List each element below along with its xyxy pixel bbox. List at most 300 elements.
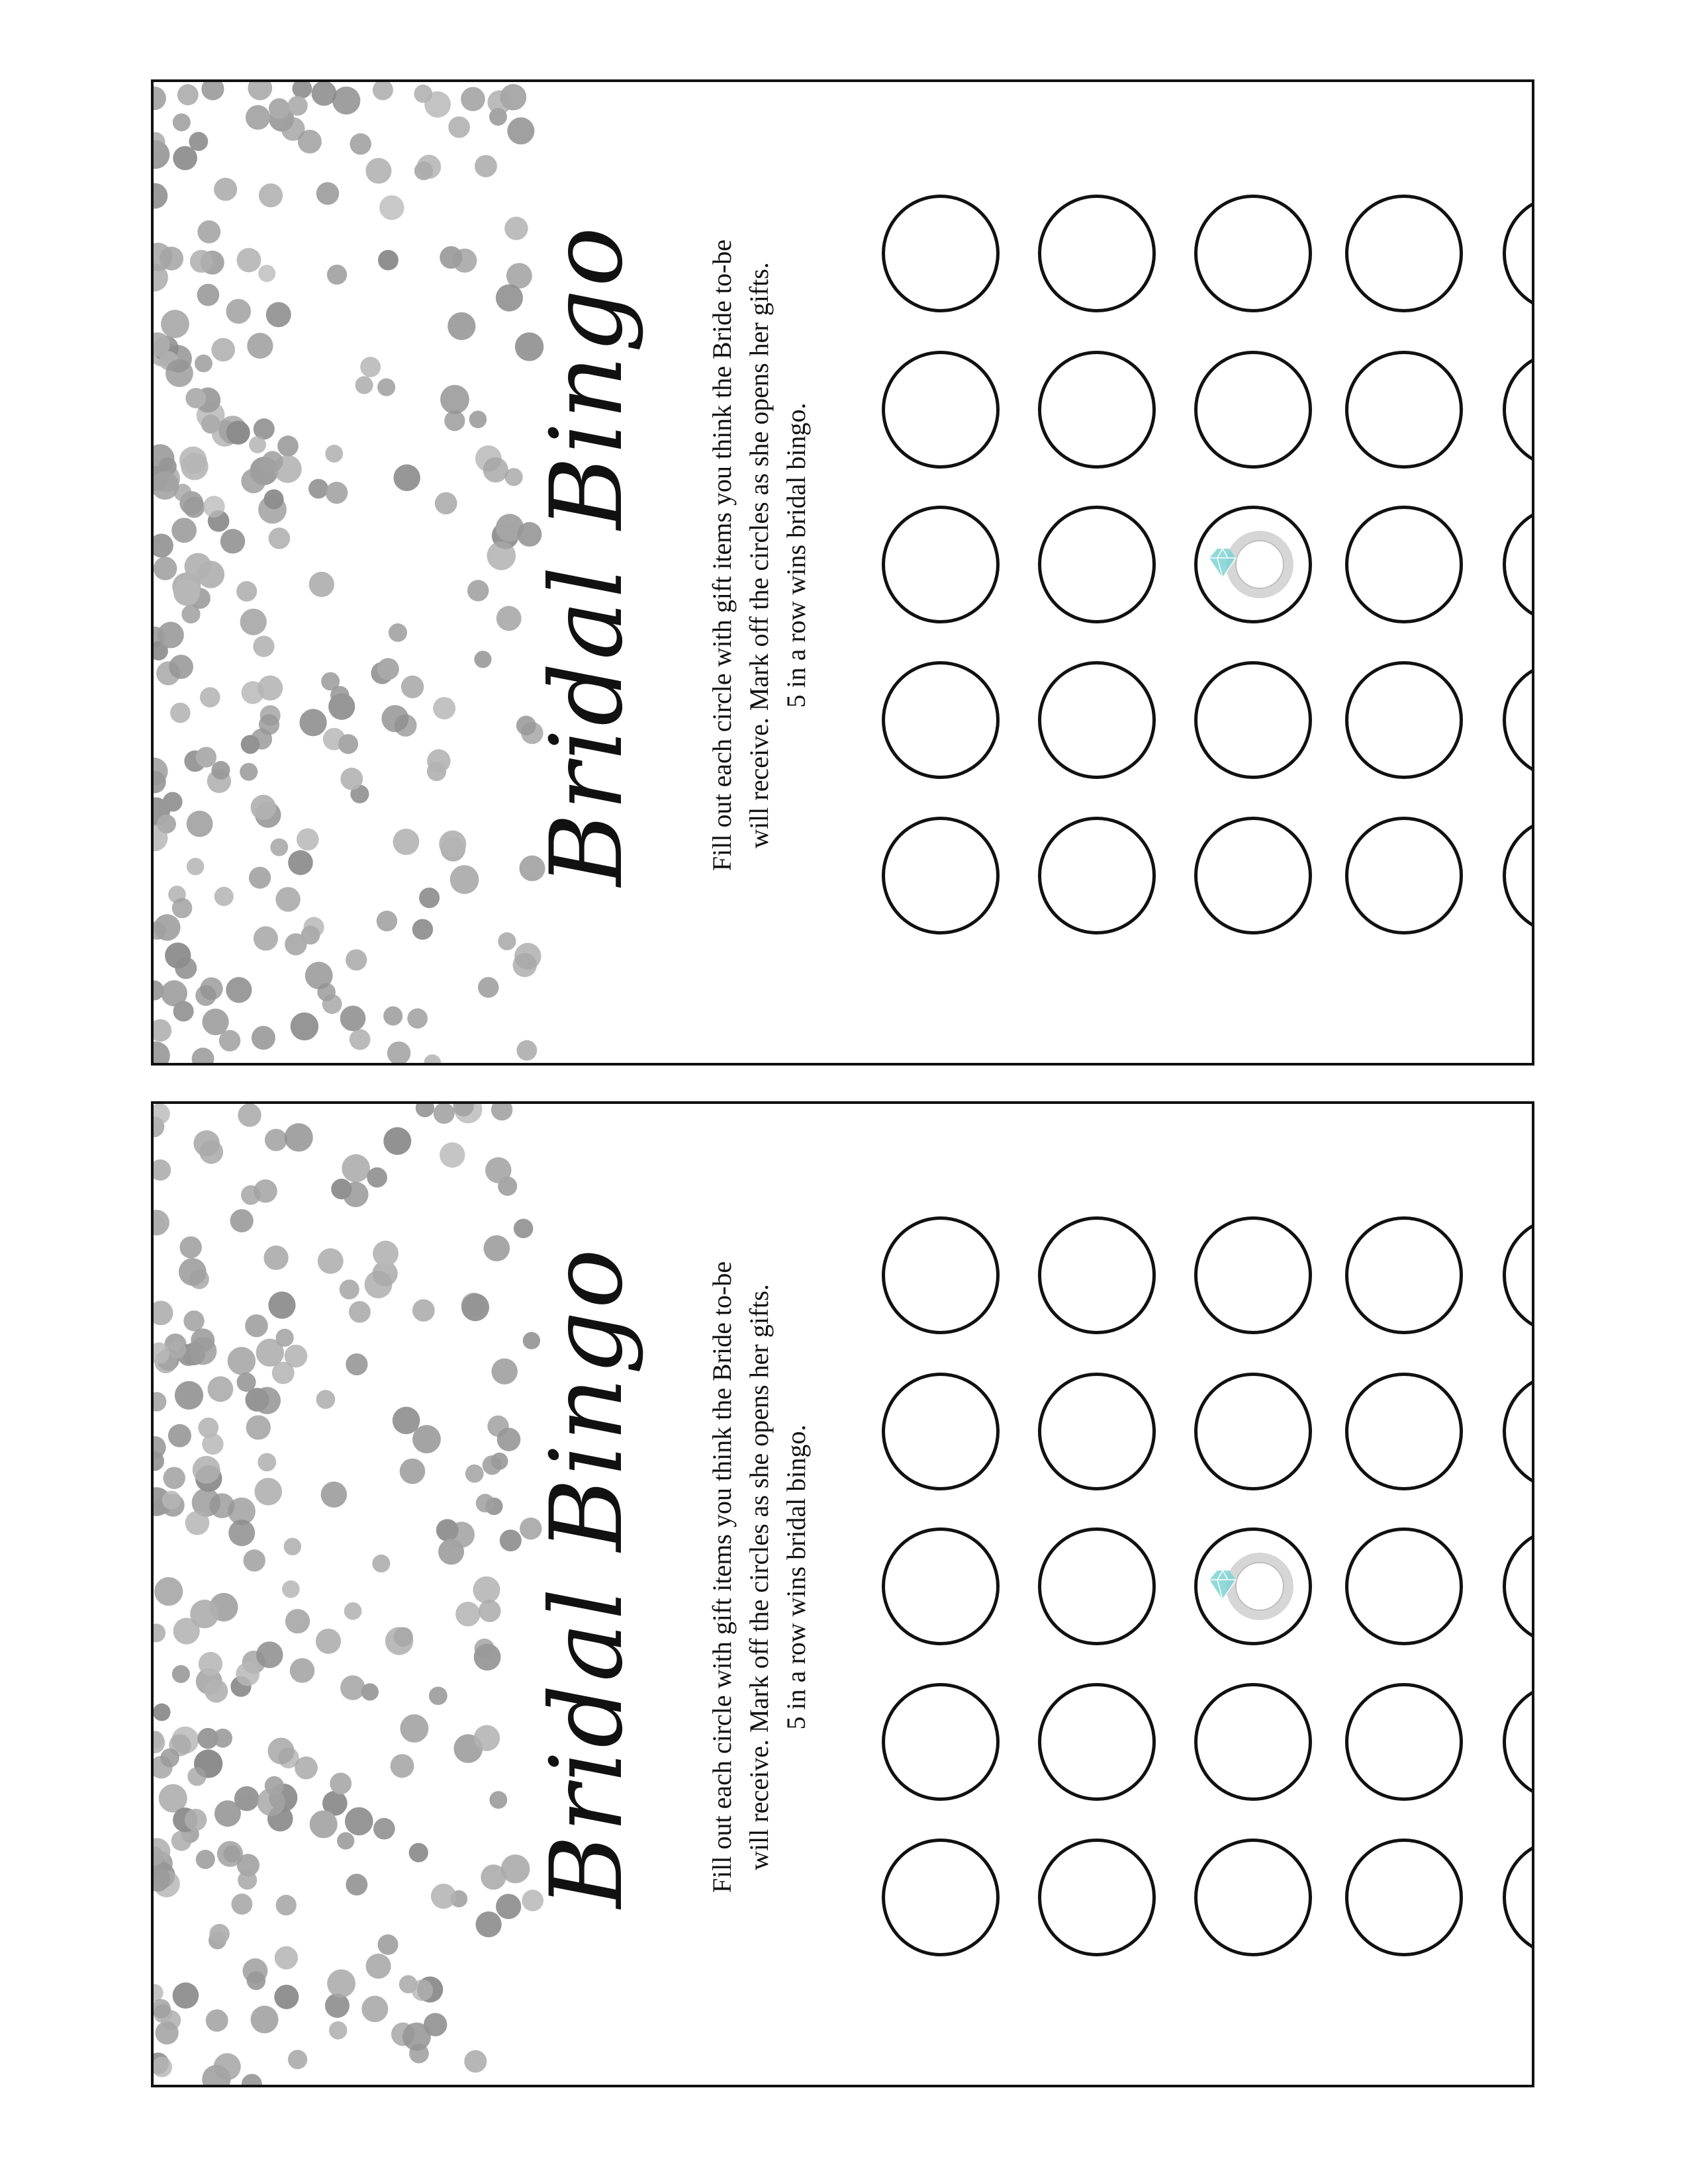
confetti-dot bbox=[230, 1209, 254, 1232]
confetti-dot bbox=[243, 1549, 265, 1571]
confetti-dot bbox=[189, 1338, 217, 1365]
instructions bbox=[693, 208, 825, 903]
confetti-dot bbox=[433, 697, 455, 719]
confetti-dot bbox=[298, 130, 322, 154]
confetti-dot bbox=[295, 1756, 318, 1780]
confetti-dot bbox=[275, 1329, 293, 1347]
confetti-dot bbox=[170, 703, 191, 723]
bingo-cell[interactable] bbox=[1345, 817, 1463, 934]
confetti-dot bbox=[181, 605, 200, 623]
confetti-dot bbox=[475, 1639, 494, 1659]
confetti-dot bbox=[187, 1767, 206, 1786]
instruction-line: will receive. Mark off the circles as she opens her gifts. bbox=[744, 262, 774, 848]
confetti-dot bbox=[211, 338, 235, 362]
confetti-dot bbox=[154, 1160, 171, 1181]
confetti-dot bbox=[431, 1884, 456, 1909]
confetti-dot bbox=[346, 949, 367, 970]
confetti-dot bbox=[301, 926, 320, 945]
confetti-dot bbox=[265, 1129, 287, 1152]
bingo-cell[interactable] bbox=[1194, 195, 1312, 312]
confetti-dot bbox=[391, 1754, 414, 1778]
confetti-dot bbox=[202, 1009, 228, 1035]
confetti-dot bbox=[275, 1946, 298, 1970]
confetti-dot bbox=[226, 421, 250, 445]
confetti-dot bbox=[417, 155, 441, 179]
confetti-dot bbox=[340, 1675, 365, 1700]
confetti-dot bbox=[467, 580, 489, 601]
confetti-dot bbox=[154, 87, 166, 111]
confetti-dot bbox=[496, 606, 522, 631]
bingo-cell[interactable] bbox=[882, 195, 1000, 312]
confetti-dot bbox=[275, 887, 300, 911]
confetti-dot bbox=[481, 1864, 506, 1889]
confetti-dot bbox=[259, 183, 283, 207]
bingo-cell[interactable] bbox=[1038, 195, 1156, 312]
confetti-dot bbox=[326, 482, 348, 504]
confetti-dot bbox=[254, 1387, 281, 1414]
confetti-dot bbox=[401, 676, 424, 698]
bingo-cell[interactable] bbox=[882, 661, 1000, 779]
confetti-dot bbox=[162, 1490, 181, 1510]
confetti-dot bbox=[474, 651, 491, 668]
confetti-dot bbox=[200, 687, 220, 707]
confetti-dot bbox=[448, 116, 470, 138]
confetti-dot bbox=[173, 1001, 194, 1022]
bingo-cell[interactable] bbox=[882, 506, 1000, 623]
confetti-dot bbox=[342, 1154, 370, 1183]
bingo-cell[interactable] bbox=[1345, 1216, 1463, 1334]
confetti-dot bbox=[383, 1007, 402, 1026]
confetti-dot bbox=[276, 1895, 297, 1915]
confetti-dot bbox=[385, 1627, 413, 1655]
confetti-dot bbox=[247, 1972, 265, 1990]
confetti-dot bbox=[500, 1529, 522, 1551]
confetti-dot bbox=[187, 811, 213, 837]
confetti-dot bbox=[400, 1459, 426, 1484]
confetti-dot bbox=[455, 1602, 480, 1626]
confetti-dot bbox=[269, 527, 291, 549]
bingo-cell[interactable] bbox=[1503, 351, 1534, 469]
confetti-dot bbox=[310, 1810, 338, 1838]
confetti-dot bbox=[171, 518, 197, 543]
confetti-dot bbox=[327, 265, 347, 285]
confetti-dot bbox=[247, 333, 273, 359]
confetti-dot bbox=[228, 1520, 255, 1546]
bingo-cell[interactable] bbox=[1503, 817, 1534, 934]
confetti-dot bbox=[325, 445, 343, 463]
confetti-dot bbox=[474, 1725, 500, 1751]
confetti-dot bbox=[226, 299, 251, 324]
confetti-dot bbox=[195, 355, 212, 373]
confetti-dot bbox=[177, 84, 199, 105]
confetti-dot bbox=[504, 468, 522, 486]
bingo-cell[interactable] bbox=[1345, 351, 1463, 469]
bingo-cell[interactable] bbox=[1503, 1373, 1534, 1490]
confetti-dot bbox=[389, 623, 407, 642]
confetti-dot bbox=[197, 284, 220, 306]
confetti-dot bbox=[272, 1361, 295, 1384]
confetti-dot bbox=[328, 694, 355, 720]
confetti-dot bbox=[242, 2074, 262, 2085]
confetti-dot bbox=[173, 579, 200, 606]
confetti-dot bbox=[173, 113, 191, 131]
bingo-cell[interactable] bbox=[1194, 1373, 1312, 1490]
bingo-cell[interactable] bbox=[1038, 661, 1156, 779]
confetti-dot bbox=[213, 1729, 232, 1748]
confetti-dot bbox=[269, 98, 289, 118]
confetti-dot bbox=[258, 1453, 276, 1471]
confetti-dot bbox=[400, 1714, 428, 1743]
confetti-dot bbox=[254, 1478, 282, 1506]
bingo-free-cell[interactable] bbox=[1194, 506, 1312, 623]
confetti-dot bbox=[350, 133, 371, 154]
confetti-dot bbox=[365, 158, 391, 184]
confetti-dot bbox=[429, 1686, 447, 1705]
confetti-dot bbox=[393, 829, 420, 855]
confetti-dot bbox=[377, 1934, 398, 1955]
confetti-dot bbox=[245, 1314, 268, 1338]
confetti-dot bbox=[402, 2023, 431, 2051]
confetti-dot bbox=[316, 182, 339, 205]
confetti-dot bbox=[316, 1629, 341, 1654]
confetti-dot bbox=[373, 1818, 395, 1840]
confetti-dot bbox=[185, 1511, 210, 1535]
confetti-dot bbox=[316, 1390, 336, 1409]
confetti-dot bbox=[349, 1301, 371, 1323]
card-title: Bridal Bingo bbox=[530, 1246, 645, 1909]
confetti-dot bbox=[254, 927, 278, 951]
bingo-grid bbox=[882, 1216, 1534, 1971]
confetti-dot bbox=[507, 117, 534, 144]
bingo-cell[interactable] bbox=[882, 817, 1000, 934]
confetti-dot bbox=[485, 1157, 511, 1183]
bingo-cell[interactable] bbox=[1194, 1683, 1312, 1801]
confetti-dot bbox=[246, 1415, 271, 1439]
card-title-wrap bbox=[530, 224, 645, 887]
confetti-dot bbox=[290, 1658, 314, 1682]
confetti-dot bbox=[241, 469, 265, 493]
confetti-dot bbox=[327, 1970, 355, 1998]
confetti-dot bbox=[154, 1623, 165, 1642]
confetti-dot bbox=[154, 1019, 171, 1042]
bingo-cell[interactable] bbox=[1038, 506, 1156, 623]
confetti-dot bbox=[346, 1874, 367, 1895]
confetti-dot bbox=[461, 87, 485, 111]
bingo-cell[interactable] bbox=[1503, 506, 1534, 623]
confetti-dot bbox=[161, 310, 189, 338]
confetti-dot bbox=[154, 557, 177, 580]
confetti-dot bbox=[197, 220, 220, 244]
confetti-dot bbox=[198, 1418, 218, 1438]
confetti-dot bbox=[291, 1013, 318, 1040]
bingo-cell[interactable] bbox=[1503, 1683, 1534, 1801]
confetti-dot bbox=[154, 914, 180, 940]
bingo-cell[interactable] bbox=[1038, 1839, 1156, 1956]
confetti-dot bbox=[345, 1807, 373, 1836]
confetti-dot bbox=[240, 609, 267, 635]
confetti-dot bbox=[266, 302, 291, 327]
confetti-dot bbox=[226, 977, 252, 1003]
bingo-cell[interactable] bbox=[1038, 817, 1156, 934]
confetti-dot bbox=[439, 831, 466, 858]
confetti-dot bbox=[377, 658, 399, 680]
bingo-cell[interactable] bbox=[1503, 1839, 1534, 1956]
confetti-dot bbox=[504, 216, 528, 240]
confetti-dot bbox=[346, 1353, 367, 1375]
confetti-dot bbox=[412, 919, 433, 940]
bingo-cell[interactable] bbox=[1194, 1839, 1312, 1956]
bingo-cell[interactable] bbox=[882, 351, 1000, 469]
confetti-dot bbox=[409, 1843, 428, 1862]
confetti-dot bbox=[165, 359, 193, 387]
confetti-dot bbox=[337, 1832, 354, 1849]
confetti-dot bbox=[440, 1142, 465, 1167]
confetti-dot bbox=[476, 1911, 502, 1937]
confetti-dot bbox=[329, 2021, 347, 2039]
confetti-dot bbox=[154, 1300, 173, 1325]
confetti-dot bbox=[173, 1982, 199, 2009]
confetti-dot bbox=[514, 1218, 533, 1238]
confetti-dot bbox=[154, 2057, 172, 2077]
bingo-cell[interactable] bbox=[882, 1373, 1000, 1490]
bingo-cell[interactable] bbox=[1194, 1216, 1312, 1334]
card-title-wrap bbox=[530, 1246, 645, 1909]
confetti-dot bbox=[165, 942, 191, 968]
bingo-cell[interactable] bbox=[1345, 1683, 1463, 1801]
confetti-dot bbox=[393, 1407, 420, 1435]
confetti-dot bbox=[196, 1850, 215, 1869]
confetti-dot bbox=[373, 1241, 399, 1267]
diamond-ring-icon bbox=[1197, 1531, 1309, 1642]
bingo-free-cell[interactable] bbox=[1194, 1527, 1312, 1645]
confetti-dot bbox=[483, 1235, 510, 1261]
bingo-cell[interactable] bbox=[1345, 506, 1463, 623]
confetti-dot bbox=[237, 1794, 254, 1811]
bingo-cell[interactable] bbox=[882, 1527, 1000, 1645]
confetti-dot bbox=[355, 376, 373, 394]
confetti-dot bbox=[183, 1310, 204, 1331]
confetti-dot bbox=[478, 977, 498, 997]
confetti-dot bbox=[195, 985, 216, 1006]
confetti-dot bbox=[277, 435, 299, 457]
confetti-dot bbox=[330, 1773, 352, 1795]
diamond-ring-icon bbox=[1197, 509, 1309, 620]
confetti-dot bbox=[367, 1167, 387, 1188]
bingo-cell[interactable] bbox=[1038, 1527, 1156, 1645]
card-title: Bridal Bingo bbox=[530, 224, 645, 887]
confetti-dot bbox=[469, 411, 487, 428]
confetti-dot bbox=[179, 447, 207, 474]
bingo-cell[interactable] bbox=[882, 1216, 1000, 1334]
confetti-dot bbox=[447, 312, 475, 340]
confetti-dot bbox=[190, 250, 213, 273]
confetti-dot bbox=[171, 1831, 192, 1851]
confetti-dot bbox=[154, 1577, 183, 1606]
confetti-dot bbox=[248, 82, 272, 101]
confetti-dot bbox=[496, 284, 523, 311]
confetti-dot bbox=[416, 1104, 434, 1117]
confetti-dot bbox=[274, 1985, 299, 2009]
confetti-dot bbox=[394, 465, 420, 491]
confetti-dot bbox=[251, 2006, 279, 2034]
confetti-dot bbox=[288, 850, 313, 876]
confetti-dot bbox=[154, 1704, 171, 1721]
confetti-dot bbox=[491, 1359, 517, 1385]
confetti-dot bbox=[270, 839, 288, 856]
confetti-dot bbox=[487, 541, 516, 570]
confetti-dot bbox=[203, 496, 225, 518]
confetti-dot bbox=[434, 1104, 455, 1124]
confetti-dot bbox=[154, 1984, 164, 2001]
confetti-dot bbox=[340, 768, 363, 790]
confetti-dot bbox=[414, 85, 432, 103]
confetti-dot bbox=[201, 414, 220, 433]
bingo-cell[interactable] bbox=[1038, 1216, 1156, 1334]
bingo-cell[interactable] bbox=[1038, 1683, 1156, 1801]
confetti-dot bbox=[214, 178, 237, 201]
confetti-dot bbox=[154, 183, 167, 209]
confetti-dot bbox=[160, 1749, 179, 1767]
confetti-dot bbox=[185, 553, 212, 580]
confetti-dot bbox=[242, 681, 265, 704]
confetti-dot bbox=[419, 887, 440, 908]
confetti-dot bbox=[251, 795, 276, 820]
confetti-dot bbox=[190, 1600, 218, 1628]
bingo-cell[interactable] bbox=[1503, 1527, 1534, 1645]
confetti-dot bbox=[220, 529, 245, 553]
confetti-dot bbox=[154, 1392, 166, 1411]
confetti-dot bbox=[450, 865, 479, 894]
confetti-dot bbox=[253, 636, 274, 657]
confetti-dot bbox=[516, 1040, 537, 1061]
confetti-dot bbox=[318, 1248, 344, 1274]
bingo-cell[interactable] bbox=[1038, 351, 1156, 469]
confetti-dot bbox=[199, 1652, 222, 1676]
confetti-dot bbox=[158, 621, 184, 648]
confetti-dot bbox=[377, 379, 395, 396]
confetti-dot bbox=[461, 1293, 489, 1321]
confetti-dot bbox=[483, 1455, 502, 1475]
confetti-dot bbox=[377, 911, 397, 931]
confetti-dot bbox=[169, 655, 193, 679]
confetti-dot bbox=[465, 1465, 484, 1483]
confetti-dot bbox=[412, 1299, 435, 1322]
confetti-dot bbox=[259, 714, 279, 735]
bingo-cell[interactable] bbox=[1345, 1839, 1463, 1956]
confetti-dot bbox=[207, 1376, 233, 1402]
bingo-cell[interactable] bbox=[1503, 661, 1534, 779]
instruction-line: 5 in a row wins bridal bingo. bbox=[781, 402, 811, 708]
confetti-dot bbox=[205, 1680, 228, 1703]
confetti-dot bbox=[206, 2009, 228, 2032]
confetti-dot bbox=[350, 1029, 371, 1050]
confetti-dot bbox=[201, 82, 224, 101]
confetti-dot bbox=[236, 581, 257, 602]
confetti-dot bbox=[489, 108, 507, 126]
confetti-dot bbox=[424, 1054, 441, 1063]
confetti-dot bbox=[379, 195, 404, 220]
confetti-dot bbox=[491, 1104, 512, 1120]
confetti-dot bbox=[378, 250, 399, 271]
confetti-dot bbox=[231, 1893, 252, 1915]
bingo-card-bottom bbox=[151, 1101, 1534, 2087]
confetti-dot bbox=[360, 357, 381, 377]
confetti-dot bbox=[344, 1602, 362, 1620]
confetti-dot bbox=[264, 489, 284, 509]
confetti-dot bbox=[322, 994, 342, 1014]
bingo-cell[interactable] bbox=[1038, 1373, 1156, 1490]
confetti-dot bbox=[332, 87, 360, 114]
confetti-dot bbox=[479, 1600, 501, 1622]
confetti-dot bbox=[228, 1347, 256, 1375]
confetti-dot bbox=[309, 572, 334, 597]
confetti-dot bbox=[476, 1494, 494, 1512]
bingo-cell[interactable] bbox=[882, 1839, 1000, 1956]
bingo-cell[interactable] bbox=[1345, 195, 1463, 312]
confetti-dot bbox=[438, 1539, 464, 1565]
confetti-dot bbox=[193, 1456, 220, 1484]
confetti-dot bbox=[340, 1005, 366, 1031]
confetti-dot bbox=[361, 1996, 388, 2023]
bingo-cell[interactable] bbox=[1345, 661, 1463, 779]
confetti-dot bbox=[483, 457, 508, 482]
confetti-dot bbox=[373, 82, 393, 100]
confetti-dot bbox=[249, 867, 271, 889]
confetti-dot bbox=[489, 1791, 507, 1809]
confetti-dot bbox=[513, 953, 537, 977]
confetti-dot bbox=[236, 1662, 259, 1686]
confetti-dot bbox=[497, 1428, 521, 1451]
confetti-dot bbox=[381, 705, 408, 732]
confetti-dot bbox=[285, 1609, 310, 1633]
bingo-cell[interactable] bbox=[1194, 817, 1312, 934]
confetti-dot bbox=[496, 1894, 521, 1919]
bingo-cell[interactable] bbox=[1345, 1373, 1463, 1490]
confetti-dot bbox=[262, 451, 283, 472]
confetti-dot bbox=[412, 1979, 433, 2001]
bingo-cell[interactable] bbox=[1194, 351, 1312, 469]
bingo-cell[interactable] bbox=[882, 1683, 1000, 1801]
confetti-dot bbox=[185, 388, 206, 408]
confetti-dot bbox=[211, 761, 230, 780]
bingo-cell[interactable] bbox=[1503, 195, 1534, 312]
confetti-dot bbox=[196, 747, 216, 767]
confetti-dot bbox=[282, 1580, 300, 1598]
confetti-dot bbox=[187, 858, 204, 875]
instruction-line: Fill out each circle with gift items you think the Bride to-be bbox=[707, 1261, 737, 1893]
confetti-dot bbox=[331, 1179, 352, 1199]
instruction-line: Fill out each circle with gift items you think the Bride to-be bbox=[707, 239, 737, 872]
bingo-cell[interactable] bbox=[1345, 1527, 1463, 1645]
confetti-dot bbox=[154, 1042, 170, 1063]
confetti-dot bbox=[175, 1381, 203, 1410]
confetti-dot bbox=[440, 246, 462, 269]
bingo-cell[interactable] bbox=[1194, 661, 1312, 779]
confetti-dot bbox=[288, 2050, 307, 2069]
confetti-dot bbox=[199, 1140, 223, 1164]
confetti-dot bbox=[223, 1845, 240, 1862]
confetti-dot bbox=[299, 709, 326, 736]
bingo-cell[interactable] bbox=[1503, 1216, 1534, 1334]
confetti-dot bbox=[338, 734, 358, 754]
confetti-dot bbox=[267, 1738, 294, 1764]
confetti-dot bbox=[292, 82, 312, 99]
confetti-dot bbox=[387, 1042, 410, 1063]
confetti-dot bbox=[173, 146, 197, 171]
confetti-dot bbox=[372, 1555, 390, 1572]
confetti-dot bbox=[169, 1342, 186, 1359]
confetti-dot bbox=[214, 887, 234, 906]
